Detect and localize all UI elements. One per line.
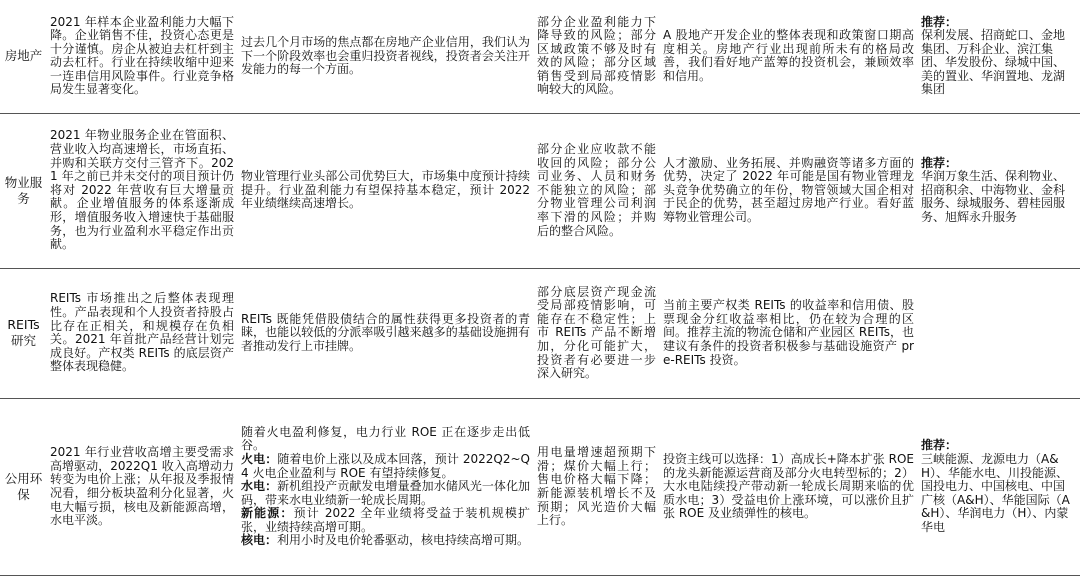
outlook-item-label: 水电： [241,479,278,494]
table-row [0,398,1080,575]
strategy-cell: 人才激励、业务拓展、并购融资等诸多方面的优势，决定了 2022 年可能是国有物业管理龙头竞争优势确立的年份，物管领域大国企相对于民企的优势，甚至超过房地产行业。看好蓝筹物业管理公司。 [660,113,918,268]
outlook-item [241,534,530,548]
outlook-item-text: 新机组投产贡献发电增量叠加水储风光一体化加码，带来水电业绩新一轮成长周期。 [241,479,530,507]
strategy-cell: 当前主要产权类 REITs 的收益率和信用债、股票现金分红收益率相比，仍在较为合理的区间。推荐主流的物流仓储和产业园区 REITs，也建议有条件的投资者积极参与基础设施资产 pre-REITs 投资。 [660,268,918,398]
table-row [0,113,1080,268]
recommendation-list: 三峡能源、龙源电力（A&H）、华能水电、川投能源、国投电力、中国核电、中国广核（A&H）、华能国际（A&H）、华润电力（H）、内蒙华电 [921,451,1070,534]
outlook-cell: 物业管理行业头部公司优势巨大，市场集中度预计持续提升。行业盈利能力有望保持基本稳定，预计 2022 年业绩继续高速增长。 [238,113,534,268]
sector-name: 房地产 [0,0,47,113]
outlook-cell: REITs 既能凭借股债结合的属性获得更多投资者的青睐，也能以较低的分派率吸引越来越多的基础设施拥有者推动发行上市挂牌。 [238,268,534,398]
strategy-cell: 投资主线可以选择：1）高成长+降本扩张 ROE 的龙头新能源运营商及部分火电转型标的；2）大水电陆续投产带动新一轮成长周期来临的优质水电；3）受益电价上涨环境，可以涨价且扩张 ROE 及业绩弹性的核电。 [660,398,918,575]
table-row [0,0,1080,113]
recommendation-cell [918,113,1080,268]
recommendation-title: 推荐： [921,155,958,170]
recommendation-cell [918,398,1080,575]
sector-name: 物业服务 [0,113,47,268]
recommendation-list: 华润万象生活、保利物业、招商积余、中海物业、金科服务、绿城服务、碧桂园服务、旭辉永升服务 [921,169,1066,225]
review-cell: REITs 市场推出之后整体表现理性。产品表现和个人投资者持股占比存在正相关，和规模存在负相关。2021 年首批产品经营计划完成良好。产权类 REITs 的底层资产整体表现稳健。 [47,268,238,398]
risk-cell: 部分企业盈利能力下降导致的风险；部分区域政策不够及时有效的风险；部分区域销售受到局部疫情影响较大的风险。 [534,0,660,113]
review-cell: 2021 年样本企业盈利能力大幅下降。企业销售不佳，投资心态更是十分谨慎。房企从被迫去杠杆到主动去杠杆。行业在持续收缩中迎来一连串信用风险事件。行业竞争格局发生显著变化。 [47,0,238,113]
strategy-cell: A 股地产开发企业的整体表现和政策窗口期高度相关。房地产行业出现前所未有的格局改善，我们看好地产蓝筹的投资机会，兼顾效率和信用。 [660,0,918,113]
outlook-item-text: 利用小时及电价轮番驱动，核电持续高增可期。 [277,533,530,548]
outlook-item-label: 新能源： [241,506,294,521]
outlook-item-text: 随着电价上涨以及成本回落，预计 2022Q2~Q4 火电企业盈利与 ROE 有望持续修复。 [241,451,530,480]
outlook-item-label: 火电： [241,451,278,466]
sector-name: REITs研究 [0,268,47,398]
outlook-item-text: 预计 2022 全年业绩将受益于装机规模扩张，业绩持续高增可期。 [241,506,530,534]
recommendation-cell [918,0,1080,113]
risk-cell: 部分底层资产现金流受局部疫情影响，可能存在不稳定性；上市 REITs 产品不断增加，分化可能扩大，投资者有必要进一步深入研究。 [534,268,660,398]
risk-cell: 用电量增速超预期下滑；煤价大幅上行；售电价格大幅下降；新能源装机增长不及预期；风光造价大幅上行。 [534,398,660,575]
table-row [0,268,1080,398]
recommendation-title: 推荐： [921,14,958,29]
recommendation-list: 保利发展、招商蛇口、金地集团、万科企业、滨江集团、华发股份、绿城中国、美的置业、华润置地、龙湖集团 [921,28,1066,97]
recommendation-title: 推荐： [921,438,958,453]
outlook-item [241,453,530,480]
outlook-cell: 过去几个月市场的焦点都在房地产企业信用，我们认为下一个阶段效率也会重归投资者视线，投资者会关注开发能力的每一个方面。 [238,0,534,113]
outlook-item-label: 核电： [241,533,278,548]
review-cell: 2021 年物业服务企业在管面积、营业收入均高速增长，市场直拓、并购和关联方交付三管齐下。2021 年之前已并未交付的项目预计仍将对 2022 年营收有巨大增量贡献。企业增值服务的体系逐渐成形，增值服务收入增速快于基础服务，也为行业盈利水平稳定作出贡献。 [47,113,238,268]
outlook-item [241,507,530,534]
risk-cell: 部分企业应收款不能收回的风险；部分公司业务、人员和财务不能独立的风险；部分物业管理公司利润率下滑的风险；并购后的整合风险。 [534,113,660,268]
outlook-item [241,480,530,507]
sector-name: 公用环保 [0,398,47,575]
review-cell: 2021 年行业营收高增主要受需求高增驱动，2022Q1 收入高增动力转变为电价上涨；从年报及季报情况看，细分板块盈利分化显著，火电大幅亏损，核电及新能源高增，水电平淡。 [47,398,238,575]
recommendation-cell [918,268,1080,398]
outlook-cell [238,398,534,575]
outlook-intro: 随着火电盈利修复，电力行业 ROE 正在逐步走出低谷。 [241,424,530,453]
